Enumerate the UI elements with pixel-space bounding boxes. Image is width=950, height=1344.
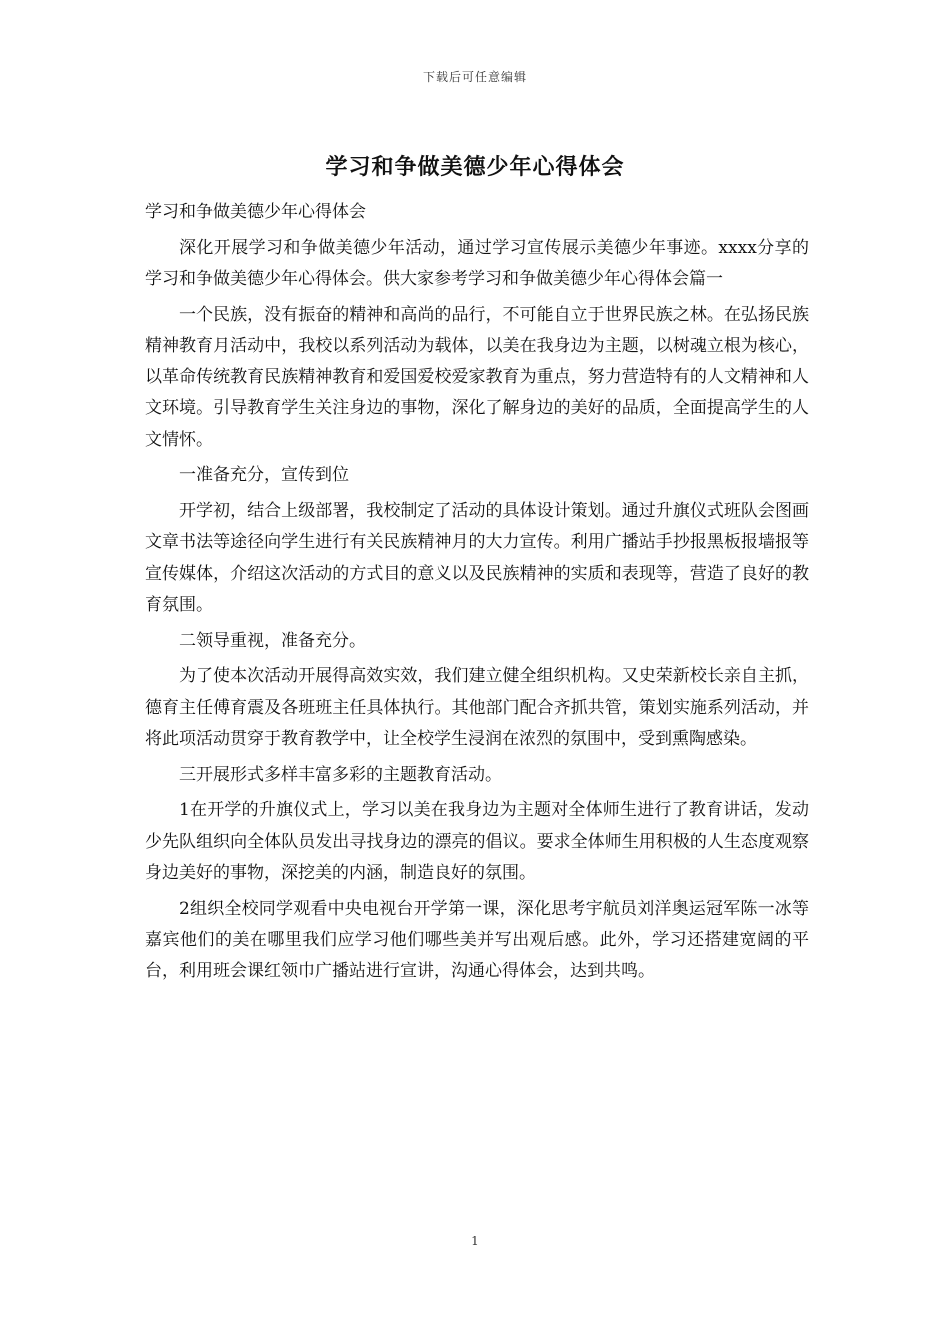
document-body: [145, 197, 809, 992]
body-paragraph-subtitle: 学习和争做美德少年心得体会: [145, 202, 366, 222]
section-heading: 二领导重视，准备充分。: [179, 630, 366, 651]
page-number: 1: [471, 1234, 479, 1248]
body-paragraph: 一个民族，没有振奋的精神和高尚的品行，不可能自立于世界民族之林。在弘扬民族精神教育月活动中，我校以系列活动为载体，以美在我身边为主题，以树魂立根为核心，以革命传统教育民族精神教育和爱国爱校爱家教育为重点，努力营造特有的人文精神和人文环境。引导教育学生关注身边的事物，深化了解身边的美好的品质，全面提高学生的人文情怀。: [145, 304, 809, 450]
body-paragraph: 开学初，结合上级部署，我校制定了活动的具体设计策划。通过升旗仪式班队会图画文章书法等途径向学生进行有关民族精神月的大力宣传。利用广播站手抄报黑板报墙报等宣传媒体，介绍这次活动的方式目的意义以及民族精神的实质和表现等，营造了良好的教育氛围。: [145, 501, 809, 615]
body-paragraph: 为了使本次活动开展得高效实效，我们建立健全组织机构。又史荣新校长亲自主抓，德育主任傅育震及各班班主任具体执行。其他部门配合齐抓共管，策划实施系列活动，并将此项活动贯穿于教育教学中，让全校学生浸润在浓烈的氛围中，受到熏陶感染。: [145, 666, 809, 749]
header-note: 下载后可任意编辑: [422, 70, 527, 84]
section-heading: 一准备充分，宣传到位: [179, 465, 349, 486]
body-paragraph: 1在开学的升旗仪式上，学习以美在我身边为主题对全体师生进行了教育讲话，发动少先队组织向全体队员发出寻找身边的漂亮的倡议。要求全体师生用积极的人生态度观察身边美好的事物，深挖美的内涵，制造良好的氛围。: [145, 800, 809, 883]
body-paragraph: 2组织全校同学观看中央电视台开学第一课，深化思考宇航员刘洋奥运冠军陈一冰等嘉宾他们的美在哪里我们应学习他们哪些美并写出观后感。此外，学习还搭建宽阔的平台，利用班会课红领巾广播站进行宣讲，沟通心得体会，达到共鸣。: [145, 898, 809, 982]
document-title: 学习和争做美德少年心得体会: [325, 154, 625, 180]
body-paragraph: 深化开展学习和争做美德少年活动，通过学习宣传展示美德少年事迹。xxxx分享的学习和争做美德少年心得体会。供大家参考学习和争做美德少年心得体会篇一: [145, 237, 809, 289]
section-heading: 三开展形式多样丰富多彩的主题教育活动。: [179, 764, 502, 785]
